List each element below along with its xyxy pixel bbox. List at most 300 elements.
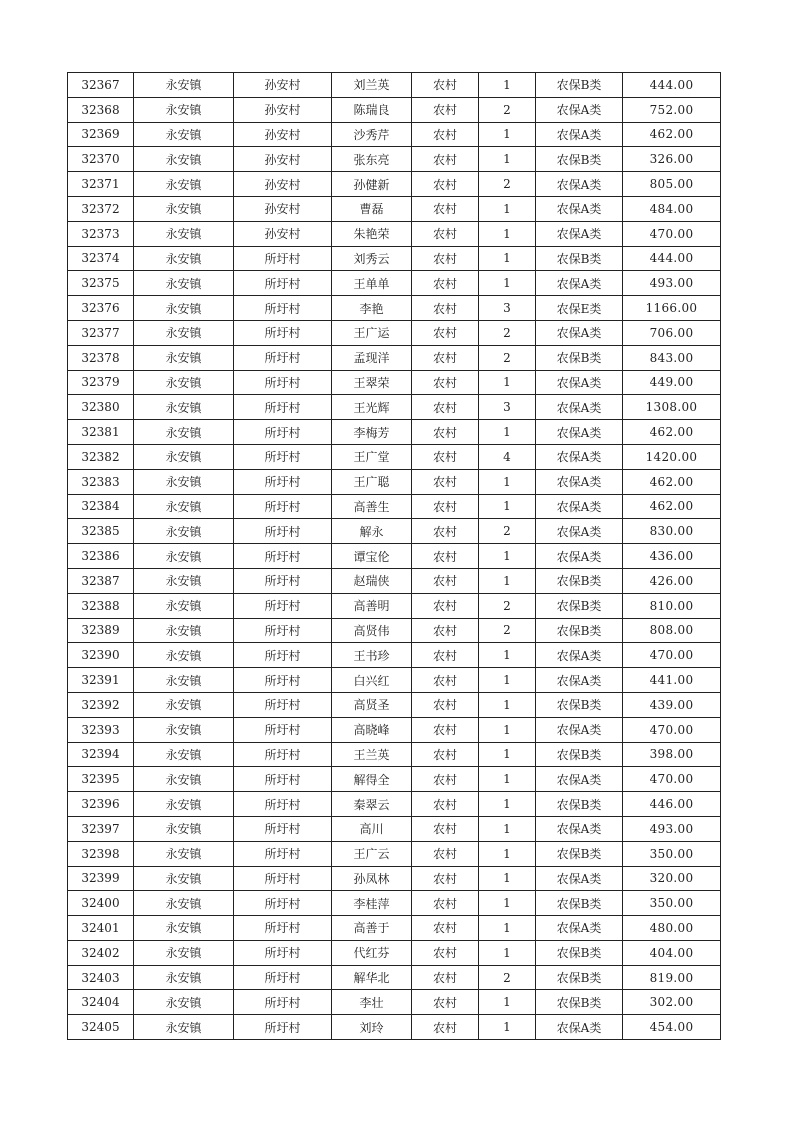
cell-area-type: 农村 (412, 519, 479, 544)
cell-name: 刘秀云 (332, 246, 412, 271)
table-row (68, 841, 721, 866)
cell-insurance-category: 农保B类 (536, 841, 623, 866)
cell-village: 所圩村 (234, 544, 332, 569)
cell-serial-number: 32389 (68, 618, 134, 643)
cell-name: 高贤圣 (332, 692, 412, 717)
cell-household-size: 1 (479, 643, 536, 668)
table-row (68, 717, 721, 742)
cell-household-size: 1 (479, 73, 536, 98)
cell-insurance-category: 农保B类 (536, 692, 623, 717)
cell-amount: 426.00 (623, 568, 721, 593)
cell-household-size: 2 (479, 593, 536, 618)
cell-amount: 1420.00 (623, 444, 721, 469)
cell-town: 永安镇 (134, 916, 234, 941)
cell-amount: 302.00 (623, 990, 721, 1015)
cell-household-size: 1 (479, 1015, 536, 1040)
cell-serial-number: 32404 (68, 990, 134, 1015)
cell-household-size: 1 (479, 940, 536, 965)
cell-serial-number: 32369 (68, 122, 134, 147)
cell-amount: 470.00 (623, 767, 721, 792)
table-row (68, 990, 721, 1015)
cell-insurance-category: 农保A类 (536, 271, 623, 296)
cell-serial-number: 32370 (68, 147, 134, 172)
cell-insurance-category: 农保A类 (536, 1015, 623, 1040)
cell-area-type: 农村 (412, 370, 479, 395)
cell-village: 孙安村 (234, 172, 332, 197)
cell-household-size: 2 (479, 618, 536, 643)
cell-amount: 706.00 (623, 320, 721, 345)
cell-serial-number: 32374 (68, 246, 134, 271)
cell-town: 永安镇 (134, 345, 234, 370)
cell-amount: 470.00 (623, 221, 721, 246)
cell-area-type: 农村 (412, 692, 479, 717)
cell-household-size: 2 (479, 965, 536, 990)
cell-serial-number: 32390 (68, 643, 134, 668)
cell-village: 所圩村 (234, 519, 332, 544)
cell-household-size: 1 (479, 891, 536, 916)
cell-village: 所圩村 (234, 668, 332, 693)
cell-area-type: 农村 (412, 816, 479, 841)
cell-village: 所圩村 (234, 320, 332, 345)
cell-town: 永安镇 (134, 643, 234, 668)
cell-insurance-category: 农保A类 (536, 444, 623, 469)
cell-area-type: 农村 (412, 420, 479, 445)
table-row (68, 568, 721, 593)
table-row (68, 767, 721, 792)
cell-household-size: 1 (479, 816, 536, 841)
cell-household-size: 1 (479, 544, 536, 569)
cell-amount: 350.00 (623, 891, 721, 916)
cell-village: 所圩村 (234, 891, 332, 916)
cell-name: 李艳 (332, 296, 412, 321)
cell-town: 永安镇 (134, 792, 234, 817)
cell-amount: 404.00 (623, 940, 721, 965)
cell-name: 白兴红 (332, 668, 412, 693)
cell-insurance-category: 农保B类 (536, 73, 623, 98)
cell-area-type: 农村 (412, 891, 479, 916)
cell-area-type: 农村 (412, 147, 479, 172)
cell-town: 永安镇 (134, 122, 234, 147)
table-row (68, 395, 721, 420)
cell-town: 永安镇 (134, 147, 234, 172)
cell-area-type: 农村 (412, 841, 479, 866)
table-row (68, 692, 721, 717)
cell-insurance-category: 农保B类 (536, 345, 623, 370)
cell-area-type: 农村 (412, 940, 479, 965)
cell-name: 曹磊 (332, 196, 412, 221)
table-row (68, 122, 721, 147)
cell-insurance-category: 农保B类 (536, 940, 623, 965)
cell-village: 所圩村 (234, 494, 332, 519)
cell-amount: 462.00 (623, 122, 721, 147)
table-row (68, 618, 721, 643)
cell-insurance-category: 农保B类 (536, 965, 623, 990)
cell-household-size: 1 (479, 568, 536, 593)
cell-village: 孙安村 (234, 196, 332, 221)
table-row (68, 172, 721, 197)
cell-household-size: 4 (479, 444, 536, 469)
cell-household-size: 1 (479, 494, 536, 519)
cell-insurance-category: 农保A类 (536, 717, 623, 742)
cell-town: 永安镇 (134, 420, 234, 445)
cell-household-size: 1 (479, 196, 536, 221)
cell-village: 所圩村 (234, 420, 332, 445)
table-row (68, 469, 721, 494)
cell-area-type: 农村 (412, 544, 479, 569)
cell-area-type: 农村 (412, 73, 479, 98)
cell-town: 永安镇 (134, 816, 234, 841)
cell-amount: 444.00 (623, 73, 721, 98)
cell-insurance-category: 农保A类 (536, 469, 623, 494)
cell-town: 永安镇 (134, 668, 234, 693)
table-row (68, 866, 721, 891)
table-row (68, 73, 721, 98)
table-row (68, 519, 721, 544)
cell-village: 所圩村 (234, 568, 332, 593)
cell-serial-number: 32376 (68, 296, 134, 321)
cell-amount: 1166.00 (623, 296, 721, 321)
cell-name: 高善明 (332, 593, 412, 618)
cell-amount: 439.00 (623, 692, 721, 717)
cell-name: 王广云 (332, 841, 412, 866)
table-row (68, 742, 721, 767)
table-row (68, 147, 721, 172)
cell-town: 永安镇 (134, 172, 234, 197)
table-row (68, 891, 721, 916)
cell-insurance-category: 农保A类 (536, 196, 623, 221)
cell-name: 王兰英 (332, 742, 412, 767)
cell-village: 所圩村 (234, 345, 332, 370)
cell-insurance-category: 农保A类 (536, 916, 623, 941)
cell-area-type: 农村 (412, 965, 479, 990)
table-row (68, 444, 721, 469)
cell-amount: 830.00 (623, 519, 721, 544)
cell-household-size: 1 (479, 990, 536, 1015)
cell-name: 孙健新 (332, 172, 412, 197)
cell-name: 谭宝伦 (332, 544, 412, 569)
cell-serial-number: 32383 (68, 469, 134, 494)
cell-town: 永安镇 (134, 395, 234, 420)
cell-town: 永安镇 (134, 544, 234, 569)
cell-amount: 462.00 (623, 494, 721, 519)
cell-amount: 444.00 (623, 246, 721, 271)
cell-household-size: 1 (479, 841, 536, 866)
cell-amount: 454.00 (623, 1015, 721, 1040)
cell-town: 永安镇 (134, 965, 234, 990)
cell-household-size: 2 (479, 172, 536, 197)
cell-serial-number: 32371 (68, 172, 134, 197)
cell-name: 高善于 (332, 916, 412, 941)
cell-town: 永安镇 (134, 866, 234, 891)
cell-name: 王翠荣 (332, 370, 412, 395)
cell-name: 王广堂 (332, 444, 412, 469)
cell-serial-number: 32384 (68, 494, 134, 519)
cell-household-size: 1 (479, 866, 536, 891)
cell-household-size: 1 (479, 122, 536, 147)
table-row (68, 1015, 721, 1040)
cell-insurance-category: 农保A类 (536, 643, 623, 668)
table-body (68, 73, 721, 1040)
cell-household-size: 2 (479, 345, 536, 370)
cell-amount: 470.00 (623, 643, 721, 668)
cell-name: 王书珍 (332, 643, 412, 668)
cell-insurance-category: 农保A类 (536, 172, 623, 197)
cell-name: 李梅芳 (332, 420, 412, 445)
cell-insurance-category: 农保B类 (536, 147, 623, 172)
cell-village: 孙安村 (234, 97, 332, 122)
table-row (68, 370, 721, 395)
cell-name: 李壮 (332, 990, 412, 1015)
cell-insurance-category: 农保B类 (536, 593, 623, 618)
cell-name: 高晓峰 (332, 717, 412, 742)
cell-amount: 449.00 (623, 370, 721, 395)
cell-serial-number: 32403 (68, 965, 134, 990)
cell-household-size: 1 (479, 271, 536, 296)
cell-area-type: 农村 (412, 246, 479, 271)
cell-town: 永安镇 (134, 73, 234, 98)
cell-village: 所圩村 (234, 271, 332, 296)
table-row (68, 544, 721, 569)
cell-amount: 819.00 (623, 965, 721, 990)
cell-name: 孟现洋 (332, 345, 412, 370)
cell-area-type: 农村 (412, 271, 479, 296)
cell-insurance-category: 农保A类 (536, 370, 623, 395)
cell-serial-number: 32400 (68, 891, 134, 916)
cell-town: 永安镇 (134, 1015, 234, 1040)
cell-village: 所圩村 (234, 444, 332, 469)
cell-name: 高善生 (332, 494, 412, 519)
cell-serial-number: 32393 (68, 717, 134, 742)
cell-town: 永安镇 (134, 618, 234, 643)
cell-name: 王光辉 (332, 395, 412, 420)
cell-village: 所圩村 (234, 469, 332, 494)
cell-insurance-category: 农保A类 (536, 97, 623, 122)
cell-name: 秦翠云 (332, 792, 412, 817)
cell-serial-number: 32368 (68, 97, 134, 122)
cell-area-type: 农村 (412, 618, 479, 643)
cell-town: 永安镇 (134, 320, 234, 345)
cell-household-size: 3 (479, 395, 536, 420)
cell-amount: 326.00 (623, 147, 721, 172)
cell-amount: 493.00 (623, 271, 721, 296)
cell-insurance-category: 农保A类 (536, 320, 623, 345)
cell-village: 所圩村 (234, 841, 332, 866)
cell-town: 永安镇 (134, 370, 234, 395)
cell-area-type: 农村 (412, 916, 479, 941)
cell-amount: 480.00 (623, 916, 721, 941)
cell-serial-number: 32392 (68, 692, 134, 717)
cell-insurance-category: 农保A类 (536, 420, 623, 445)
cell-household-size: 1 (479, 221, 536, 246)
cell-household-size: 1 (479, 668, 536, 693)
cell-name: 王广运 (332, 320, 412, 345)
cell-town: 永安镇 (134, 469, 234, 494)
cell-name: 王单单 (332, 271, 412, 296)
cell-amount: 436.00 (623, 544, 721, 569)
cell-insurance-category: 农保A类 (536, 816, 623, 841)
table-row (68, 816, 721, 841)
cell-town: 永安镇 (134, 296, 234, 321)
cell-village: 所圩村 (234, 792, 332, 817)
cell-village: 所圩村 (234, 767, 332, 792)
cell-area-type: 农村 (412, 767, 479, 792)
cell-insurance-category: 农保A类 (536, 668, 623, 693)
cell-village: 所圩村 (234, 643, 332, 668)
cell-town: 永安镇 (134, 593, 234, 618)
cell-town: 永安镇 (134, 519, 234, 544)
cell-town: 永安镇 (134, 717, 234, 742)
cell-area-type: 农村 (412, 122, 479, 147)
cell-amount: 320.00 (623, 866, 721, 891)
cell-household-size: 1 (479, 246, 536, 271)
cell-serial-number: 32405 (68, 1015, 134, 1040)
cell-area-type: 农村 (412, 717, 479, 742)
cell-town: 永安镇 (134, 97, 234, 122)
cell-name: 代红芬 (332, 940, 412, 965)
cell-insurance-category: 农保B类 (536, 618, 623, 643)
cell-area-type: 农村 (412, 866, 479, 891)
cell-insurance-category: 农保A类 (536, 221, 623, 246)
cell-serial-number: 32377 (68, 320, 134, 345)
cell-serial-number: 32397 (68, 816, 134, 841)
cell-town: 永安镇 (134, 692, 234, 717)
cell-serial-number: 32367 (68, 73, 134, 98)
cell-name: 解华北 (332, 965, 412, 990)
cell-household-size: 1 (479, 147, 536, 172)
cell-serial-number: 32387 (68, 568, 134, 593)
cell-amount: 462.00 (623, 420, 721, 445)
cell-area-type: 农村 (412, 444, 479, 469)
cell-serial-number: 32379 (68, 370, 134, 395)
cell-town: 永安镇 (134, 990, 234, 1015)
cell-household-size: 1 (479, 370, 536, 395)
cell-village: 所圩村 (234, 916, 332, 941)
cell-area-type: 农村 (412, 172, 479, 197)
cell-amount: 398.00 (623, 742, 721, 767)
cell-area-type: 农村 (412, 345, 479, 370)
cell-insurance-category: 农保A类 (536, 767, 623, 792)
cell-insurance-category: 农保B类 (536, 568, 623, 593)
cell-village: 孙安村 (234, 73, 332, 98)
cell-name: 朱艳荣 (332, 221, 412, 246)
cell-area-type: 农村 (412, 296, 479, 321)
cell-name: 高川 (332, 816, 412, 841)
cell-village: 所圩村 (234, 816, 332, 841)
cell-village: 孙安村 (234, 122, 332, 147)
cell-serial-number: 32398 (68, 841, 134, 866)
cell-serial-number: 32380 (68, 395, 134, 420)
table-row (68, 494, 721, 519)
cell-insurance-category: 农保A类 (536, 866, 623, 891)
cell-village: 孙安村 (234, 221, 332, 246)
cell-town: 永安镇 (134, 221, 234, 246)
cell-serial-number: 32396 (68, 792, 134, 817)
cell-household-size: 1 (479, 692, 536, 717)
table-row (68, 246, 721, 271)
cell-area-type: 农村 (412, 395, 479, 420)
cell-village: 孙安村 (234, 147, 332, 172)
cell-serial-number: 32375 (68, 271, 134, 296)
cell-household-size: 1 (479, 469, 536, 494)
cell-name: 王广聪 (332, 469, 412, 494)
cell-amount: 752.00 (623, 97, 721, 122)
cell-area-type: 农村 (412, 668, 479, 693)
cell-serial-number: 32373 (68, 221, 134, 246)
cell-village: 所圩村 (234, 395, 332, 420)
table-row (68, 196, 721, 221)
cell-name: 赵瑞侠 (332, 568, 412, 593)
document-page (67, 72, 721, 1040)
cell-amount: 810.00 (623, 593, 721, 618)
cell-household-size: 2 (479, 97, 536, 122)
cell-area-type: 农村 (412, 990, 479, 1015)
cell-household-size: 2 (479, 519, 536, 544)
table-row (68, 345, 721, 370)
cell-village: 所圩村 (234, 1015, 332, 1040)
cell-amount: 805.00 (623, 172, 721, 197)
cell-insurance-category: 农保B类 (536, 990, 623, 1015)
table-row (68, 320, 721, 345)
cell-town: 永安镇 (134, 494, 234, 519)
cell-amount: 470.00 (623, 717, 721, 742)
cell-village: 所圩村 (234, 246, 332, 271)
table-row (68, 296, 721, 321)
table-row (68, 221, 721, 246)
cell-insurance-category: 农保E类 (536, 296, 623, 321)
cell-area-type: 农村 (412, 494, 479, 519)
cell-name: 李桂萍 (332, 891, 412, 916)
cell-town: 永安镇 (134, 196, 234, 221)
cell-area-type: 农村 (412, 742, 479, 767)
cell-household-size: 1 (479, 742, 536, 767)
cell-name: 刘兰英 (332, 73, 412, 98)
data-table (67, 72, 721, 1040)
cell-amount: 462.00 (623, 469, 721, 494)
cell-name: 解永 (332, 519, 412, 544)
table-row (68, 916, 721, 941)
cell-town: 永安镇 (134, 742, 234, 767)
cell-area-type: 农村 (412, 593, 479, 618)
cell-amount: 843.00 (623, 345, 721, 370)
cell-name: 陈瑞良 (332, 97, 412, 122)
cell-serial-number: 32399 (68, 866, 134, 891)
cell-area-type: 农村 (412, 469, 479, 494)
cell-name: 高贤伟 (332, 618, 412, 643)
cell-serial-number: 32394 (68, 742, 134, 767)
cell-amount: 350.00 (623, 841, 721, 866)
cell-village: 所圩村 (234, 965, 332, 990)
cell-area-type: 农村 (412, 196, 479, 221)
cell-insurance-category: 农保A类 (536, 519, 623, 544)
cell-village: 所圩村 (234, 296, 332, 321)
cell-town: 永安镇 (134, 940, 234, 965)
table-row (68, 792, 721, 817)
cell-household-size: 1 (479, 916, 536, 941)
cell-serial-number: 32372 (68, 196, 134, 221)
cell-insurance-category: 农保A类 (536, 122, 623, 147)
cell-insurance-category: 农保A类 (536, 494, 623, 519)
cell-amount: 493.00 (623, 816, 721, 841)
cell-village: 所圩村 (234, 618, 332, 643)
cell-serial-number: 32385 (68, 519, 134, 544)
cell-serial-number: 32386 (68, 544, 134, 569)
cell-household-size: 3 (479, 296, 536, 321)
cell-village: 所圩村 (234, 717, 332, 742)
cell-serial-number: 32378 (68, 345, 134, 370)
cell-area-type: 农村 (412, 97, 479, 122)
cell-town: 永安镇 (134, 271, 234, 296)
cell-serial-number: 32388 (68, 593, 134, 618)
